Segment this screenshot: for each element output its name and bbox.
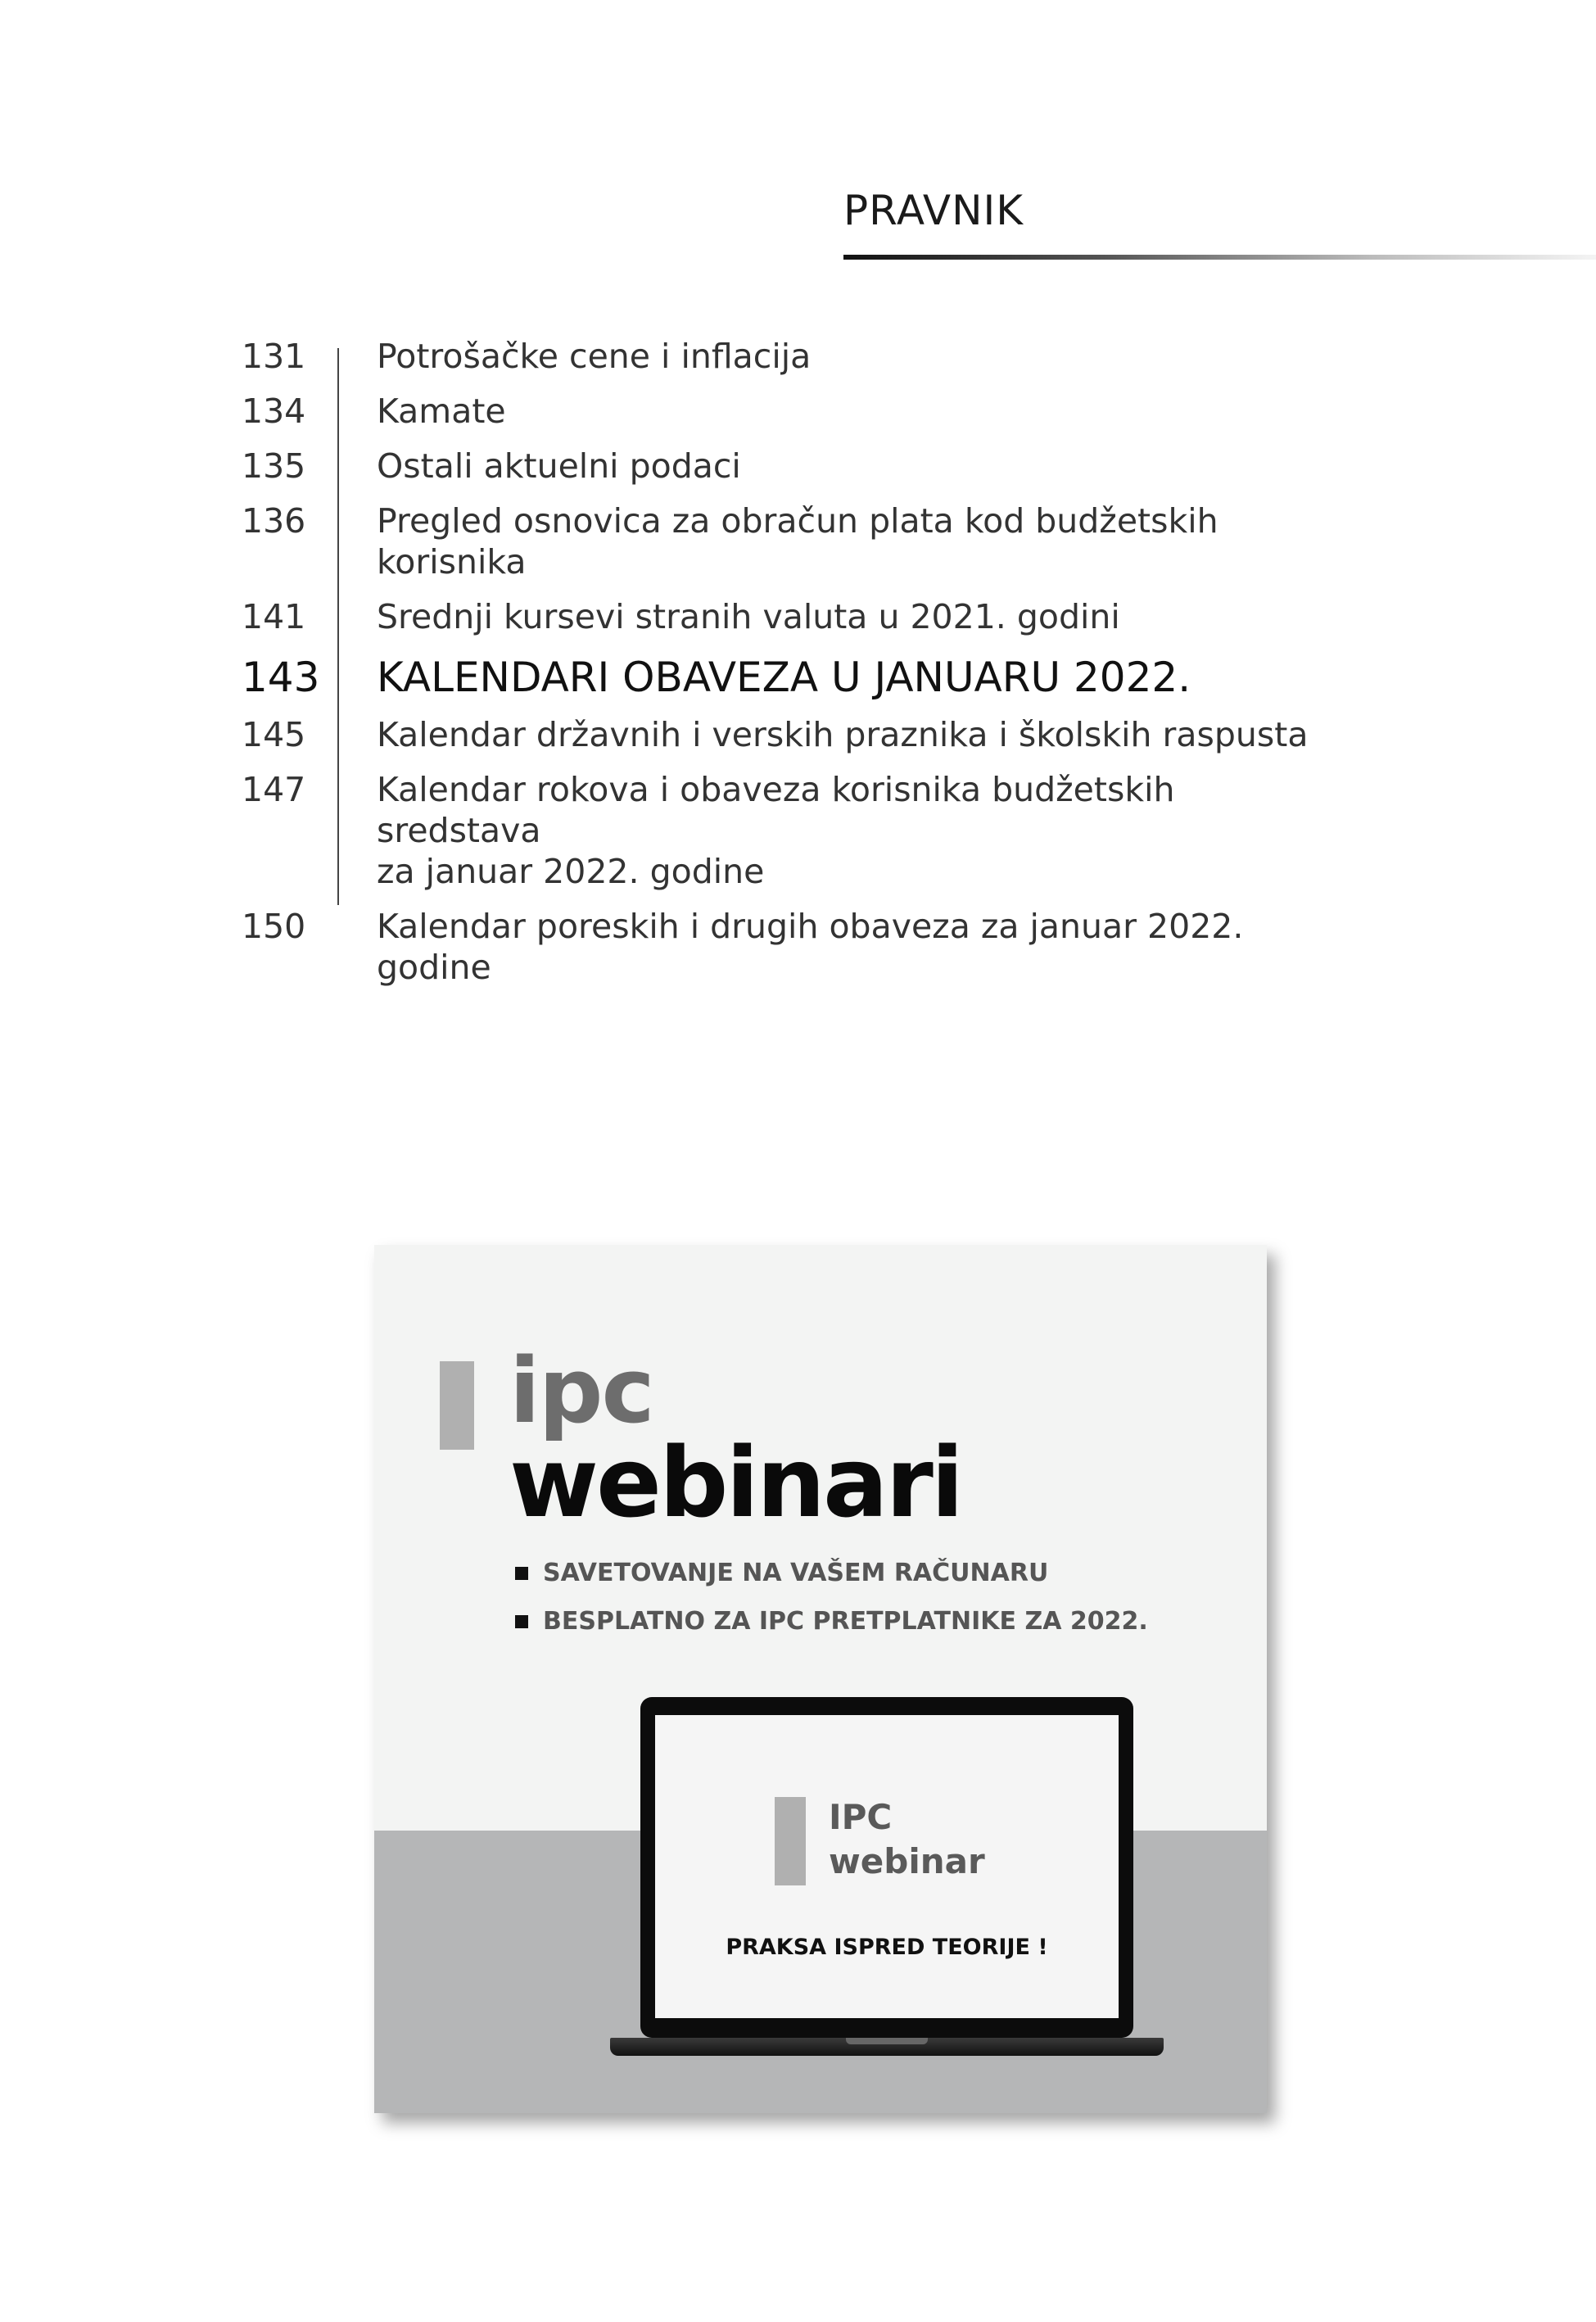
ad-bullet-item [515,1606,1148,1637]
toc-section-title: KALENDARI OBAVEZA U JANUARU 2022. [377,654,1191,701]
webinar-advertisement [374,1245,1267,2113]
screen-product-name: webinar [829,1841,985,1881]
toc-entry [242,769,1339,892]
toc-page-number: 136 [242,501,306,541]
toc-entry [242,391,1339,432]
toc-page-number: 145 [242,715,306,754]
header-rule [843,255,1596,260]
toc-entry [242,446,1339,487]
laptop-display [655,1715,1119,2018]
toc-entry [242,596,1339,637]
laptop-notch [846,2038,928,2044]
toc-entry-title: Srednji kursevi stranih valuta u 2021. godini [377,597,1120,636]
square-bullet-icon [515,1567,528,1580]
toc-section-heading [242,652,1339,703]
toc-page-number: 134 [242,392,306,431]
ad-bullet-text: BESPLATNO ZA IPC PRETPLATNIKE ZA 2022. [543,1607,1148,1636]
toc-page-number: 135 [242,446,306,486]
ad-brand: ipc [509,1338,653,1443]
ad-bullet-list [515,1558,1148,1654]
toc-page-number: 141 [242,597,306,636]
toc-entry-title: Ostali aktuelni podaci [377,446,741,486]
laptop-icon [640,1697,1133,2038]
toc-page-number: 147 [242,770,306,809]
header-title: PRAVNIK [843,187,1024,234]
screen-brand: IPC [829,1797,893,1837]
ad-bullet-item [515,1558,1148,1589]
screen-tagline: PRAKSA ISPRED TEORIJE ! [726,1935,1048,1960]
toc-entry-title: Kalendar rokova i obaveza korisnika budžetskih sredstava za januar 2022. godine [377,770,1175,891]
table-of-contents [242,336,1339,1002]
toc-entry-title: Kamate [377,392,506,431]
toc-entry-title: Kalendar poreskih i drugih obaveza za januar 2022. godine [377,907,1244,987]
toc-entry-title: Pregled osnovica za obračun plata kod budžetskih korisnika [377,501,1218,582]
toc-entry [242,714,1339,755]
toc-entry [242,500,1339,582]
toc-entry-title: Potrošačke cene i inflacija [377,337,812,376]
ad-product-name: webinari [509,1426,962,1539]
toc-entry [242,336,1339,377]
toc-page-number: 150 [242,907,306,946]
ad-accent-bar [440,1361,474,1450]
ad-bullet-text: SAVETOVANJE NA VAŠEM RAČUNARU [543,1559,1049,1587]
toc-entry [242,906,1339,988]
toc-page-number: 143 [242,654,320,701]
toc-entry-title: Kalendar državnih i verskih praznika i školskih raspusta [377,715,1309,754]
screen-accent-bar [775,1797,806,1885]
toc-page-number: 131 [242,337,306,376]
square-bullet-icon [515,1615,528,1628]
